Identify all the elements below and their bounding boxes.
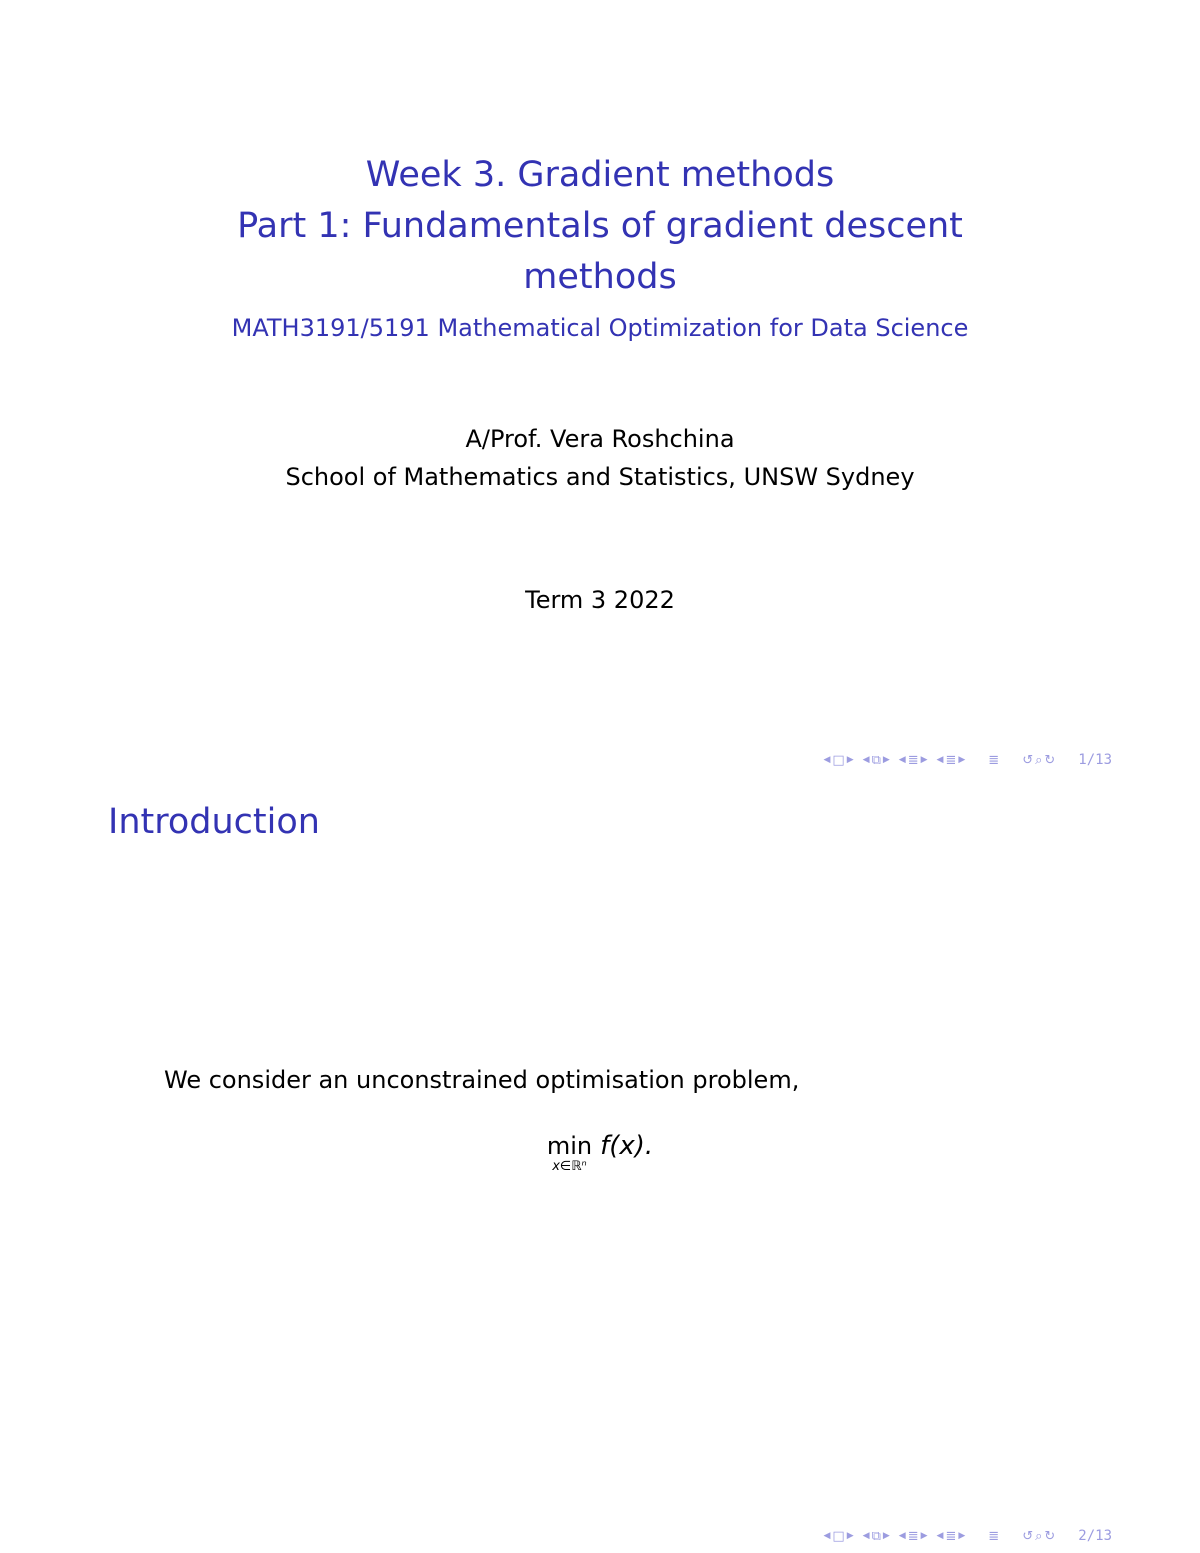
author: A/Prof. Vera Roshchina xyxy=(465,425,735,453)
nav-appendix-icon[interactable]: ≣ xyxy=(988,1528,1000,1544)
body-text: We consider an unconstrained optimisation problem, xyxy=(164,1066,800,1094)
math-display xyxy=(0,1132,1200,1174)
frame-title: Introduction xyxy=(108,802,320,842)
nav-subsection-icon[interactable]: ◀ ⧉ ▶ xyxy=(862,752,890,768)
min-operator xyxy=(547,1132,592,1174)
objective-expression: f(x). xyxy=(600,1131,654,1161)
navigation-bar xyxy=(824,750,1113,770)
author-block xyxy=(0,420,1200,496)
subtitle: MATH3191/5191 Mathematical Optimization for Data Science xyxy=(231,314,969,342)
title-line-2: Part 1: Fundamentals of gradient descent xyxy=(237,206,963,246)
title-block xyxy=(0,150,1200,345)
nav-document-icon[interactable]: ◀ ≣ ▶ xyxy=(936,752,966,768)
nav-frame-icon[interactable]: ◀ □ ▶ xyxy=(823,752,854,768)
page-number: 1/13 xyxy=(1078,752,1112,768)
nav-search-icon[interactable]: ↺ ⌕ ↻ xyxy=(1022,752,1056,768)
title-slide xyxy=(0,0,1200,776)
nav-document-icon[interactable]: ◀ ≣ ▶ xyxy=(936,1528,966,1544)
nav-subsection-icon[interactable]: ◀ ⧉ ▶ xyxy=(862,1528,890,1544)
date: Term 3 2022 xyxy=(525,586,675,614)
nav-appendix-icon[interactable]: ≣ xyxy=(988,752,1000,768)
min-subscript: x∈ℝⁿ xyxy=(552,1159,587,1174)
nav-search-icon[interactable]: ↺ ⌕ ↻ xyxy=(1022,1528,1056,1544)
title-line-1: Week 3. Gradient methods xyxy=(365,155,835,195)
institute: School of Mathematics and Statistics, UNSW Sydney xyxy=(285,463,915,491)
nav-section-icon[interactable]: ◀ ≣ ▶ xyxy=(898,1528,928,1544)
min-word: min xyxy=(546,1132,593,1160)
page-number: 2/13 xyxy=(1078,1528,1112,1544)
nav-section-icon[interactable]: ◀ ≣ ▶ xyxy=(898,752,928,768)
title-line-3: methods xyxy=(523,257,677,297)
navigation-bar xyxy=(824,1526,1113,1546)
introduction-slide xyxy=(0,776,1200,1553)
nav-frame-icon[interactable]: ◀ □ ▶ xyxy=(823,1528,854,1544)
